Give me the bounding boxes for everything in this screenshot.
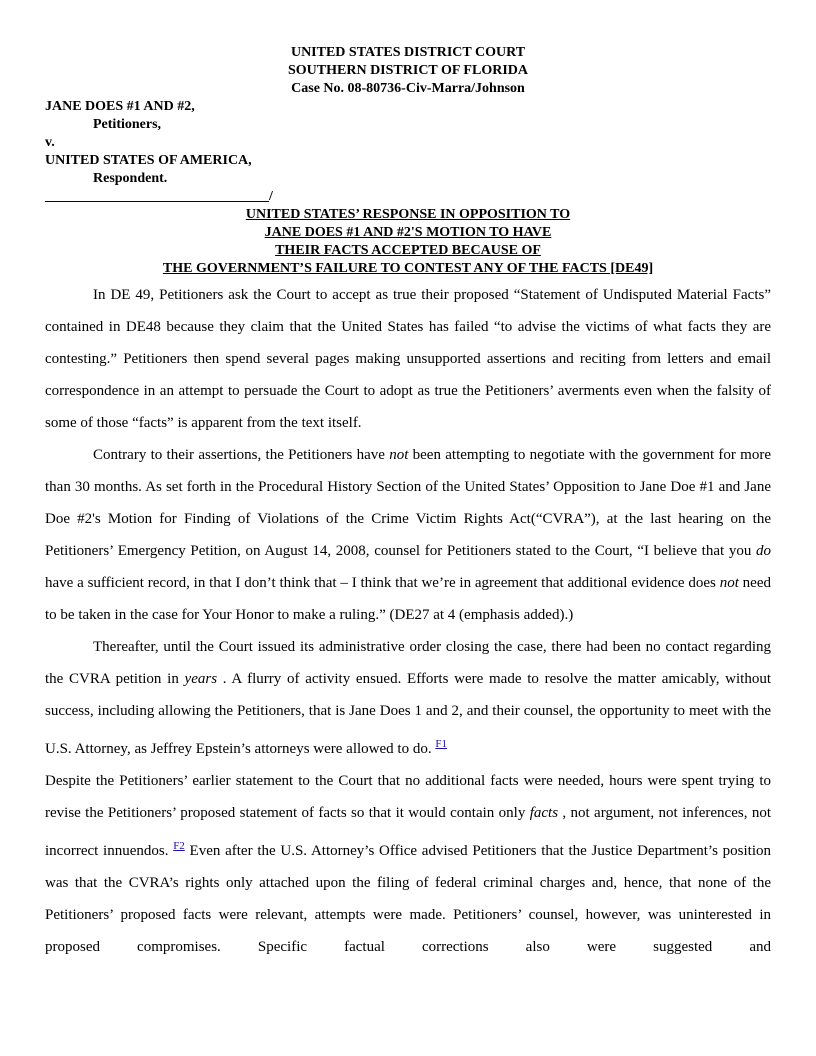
footnote-link-f1[interactable]: F1 — [435, 738, 447, 750]
court-name: UNITED STATES DISTRICT COURT — [290, 45, 526, 60]
paragraph-2-emphasis-3: not — [719, 575, 739, 591]
document-body — [45, 279, 771, 963]
document-page — [45, 44, 771, 963]
paragraph-1 — [45, 279, 771, 439]
case-number: Case No. 08-80736-Civ-Marra/Johnson — [291, 81, 525, 96]
paragraph-4-text-b: , not argument, not inferences, not incorrect innuendos. — [45, 805, 771, 859]
versus: v. — [45, 135, 55, 150]
paragraph-3 — [45, 631, 771, 765]
court-header — [45, 44, 771, 98]
paragraph-2-emphasis-2: do — [756, 543, 771, 559]
paragraph-2-text-c: have a sufficient record, in that I don’t think that – I think that we’re in agreement that additional evidence does — [45, 575, 720, 591]
petitioners-label: Petitioners, — [93, 117, 162, 132]
petitioners-names: JANE DOES #1 AND #2, — [45, 99, 195, 114]
paragraph-3-text-b: . A flurry of activity ensued. Efforts were made to resolve the matter amicably, without success, including allowing the Petitioners, that is Jane Does 1 and 2, and their counsel, the opportunity to meet with the U.S. Attorney, as Jeffrey Epstein’s attorneys were allowed to do. — [45, 671, 771, 757]
paragraph-4 — [45, 765, 771, 963]
title-line-4: THE GOVERNMENT’S FAILURE TO CONTEST ANY OF THE FACTS [DE49] — [162, 261, 654, 276]
paragraph-2-text-b: been attempting to negotiate with the government for more than 30 months. As set forth in the Procedural History Section of the United States’ Opposition to Jane Doe #1 and Jane Doe #2's Motion for Finding of Violations of the Crime Victim Rights Act(“CVRA”), at the last hearing on the Petitioners’ Emergency Petition, on August 14, 2008, counsel for Petitioners stated to the Court, “I believe that you — [45, 447, 771, 559]
paragraph-4-text-c: Even after the U.S. Attorney’s Office advised Petitioners that the Justice Department’s position was that the CVRA’s rights only attached upon the filing of federal criminal charges and, hence, that none of the Petitioners’ proposed facts were relevant, attempts were made. Petitioners’ counsel, however, was uninterested in proposed compromises. Specific factual corrections also were suggested and — [45, 843, 771, 955]
paragraph-2-text-d: need to be taken in the case for Your Honor to make a ruling.” (DE27 at 4 (emphasis added).) — [45, 575, 771, 623]
paragraph-3-emphasis-1: years — [184, 671, 218, 687]
respondent-name: UNITED STATES OF AMERICA, — [45, 153, 252, 168]
respondent-label: Respondent. — [93, 171, 168, 186]
title-line-3: THEIR FACTS ACCEPTED BECAUSE OF — [275, 243, 541, 258]
paragraph-2-emphasis-1: not — [389, 447, 409, 463]
paragraph-2-text-a: Contrary to their assertions, the Petitioners have — [93, 447, 390, 463]
paragraph-1-text: In DE 49, Petitioners ask the Court to accept as true their proposed “Statement of Undisputed Material Facts” contained in DE48 because they claim that the United States has failed “to advise the victims of what facts they are contesting.” Petitioners then spend several pages making unsupported assertions and reciting from letters and email correspondence in an attempt to persuade the Court to adopt as true the Petitioners’ averments even when the falsity of some of those “facts” is apparent from the text itself. — [45, 287, 771, 431]
caption-rule: ________________________________/ — [45, 189, 273, 204]
title-line-2: JANE DOES #1 AND #2'S MOTION TO HAVE — [264, 225, 552, 240]
paragraph-4-text-a: Despite the Petitioners’ earlier statement to the Court that no additional facts were needed, hours were spent trying to revise the Petitioners’ proposed statement of facts so that it would contain only — [45, 773, 771, 821]
paragraph-4-emphasis-1: facts — [529, 805, 559, 821]
title-line-1: UNITED STATES’ RESPONSE IN OPPOSITION TO — [245, 207, 571, 222]
paragraph-2 — [45, 439, 771, 631]
paragraph-3-text-a: Thereafter, until the Court issued its administrative order closing the case, there had been no contact regarding the CVRA petition in — [45, 639, 771, 687]
district-name: SOUTHERN DISTRICT OF FLORIDA — [288, 63, 528, 78]
footnote-link-f2[interactable]: F2 — [173, 840, 185, 852]
document-title — [45, 206, 771, 278]
case-caption — [45, 98, 771, 206]
